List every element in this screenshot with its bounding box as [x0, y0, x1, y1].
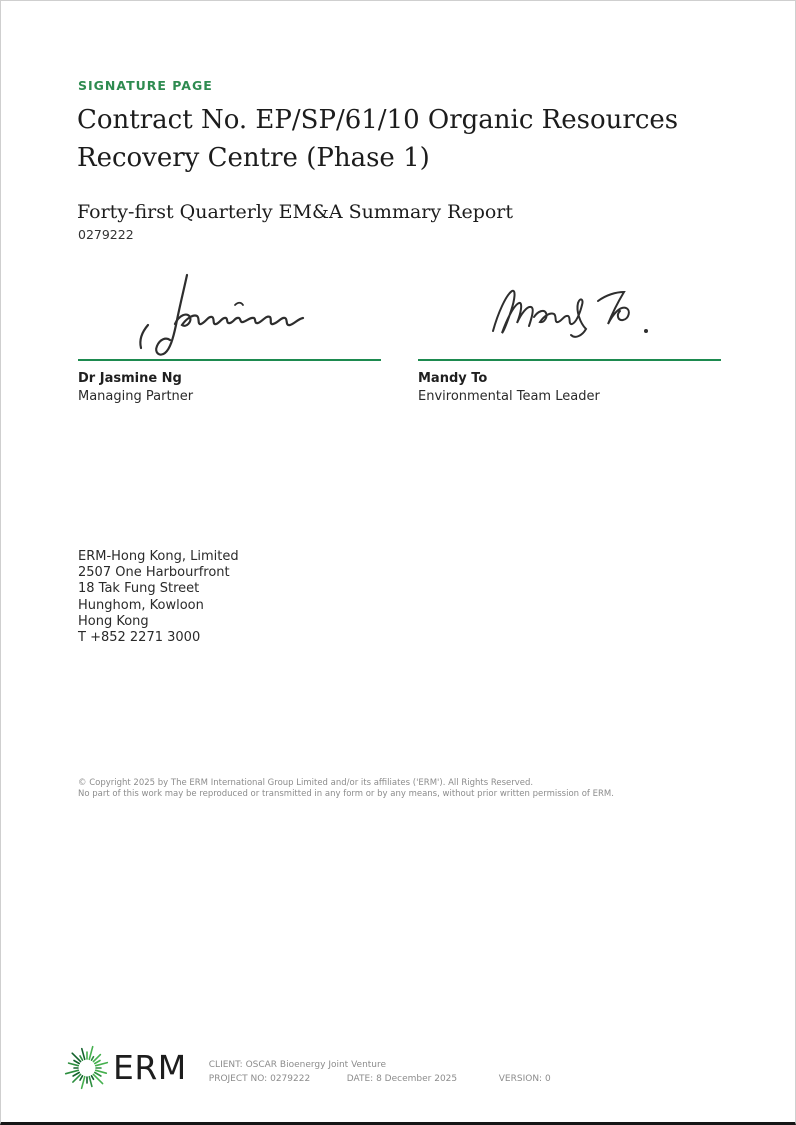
copyright-notice [78, 778, 614, 799]
footer-client-row [209, 1058, 551, 1072]
date-label: DATE: [346, 1074, 374, 1084]
signature-block-right [418, 269, 721, 404]
erm-logo [64, 1045, 187, 1091]
date-value: 8 December 2025 [376, 1074, 458, 1084]
signature-blocks [78, 269, 721, 404]
document-title-line2: Recovery Centre (Phase 1) [77, 143, 430, 173]
address-line: 18 Tak Fung Street [78, 581, 200, 597]
jasmine-signature-image [78, 269, 381, 357]
version-item [499, 1072, 551, 1086]
address-line: ERM-Hong Kong, Limited [78, 549, 239, 564]
copyright-line2: No part of this work may be reproduced or transmitted in any form or by any means, without prior written permission of ERM. [78, 788, 614, 799]
signature-line-right [418, 359, 721, 361]
page-footer [64, 1045, 735, 1091]
erm-logo-burst-icon [64, 1045, 110, 1091]
signature-page-label: SIGNATURE PAGE [78, 78, 213, 93]
signatory-name: Dr Jasmine Ng [78, 371, 182, 386]
date-item [347, 1072, 499, 1086]
project-number-item [209, 1072, 347, 1086]
document-title [77, 101, 678, 177]
signatory-role: Managing Partner [78, 389, 194, 404]
project-label: PROJECT NO: [208, 1074, 268, 1084]
signatory-name: Mandy To [418, 371, 488, 386]
version-label: VERSION: [498, 1074, 543, 1084]
signature-line-left [78, 359, 381, 361]
project-value: 0279222 [270, 1074, 311, 1084]
copyright-line1: © Copyright 2025 by The ERM International Group Limited and/or its affiliates ('ERM'). All Rights Reserved. [78, 778, 534, 788]
signature-block-left [78, 269, 381, 404]
address-line: T +852 2271 3000 [78, 630, 201, 646]
project-number: 0279222 [78, 227, 134, 242]
mandy-signature-image [418, 269, 721, 357]
erm-logo-wordmark: ERM [113, 1048, 187, 1087]
client-value: OSCAR Bioenergy Joint Venture [245, 1060, 387, 1070]
client-label: CLIENT: [208, 1060, 243, 1070]
version-value: 0 [544, 1074, 551, 1084]
address-line: 2507 One Harbourfront [78, 565, 230, 581]
document-title-line1: Contract No. EP/SP/61/10 Organic Resources [77, 105, 679, 135]
address-line: Hong Kong [78, 613, 149, 629]
footer-metadata [209, 1050, 551, 1086]
report-subtitle: Forty-first Quarterly EM&A Summary Report [77, 201, 514, 223]
signatory-role: Environmental Team Leader [418, 389, 600, 404]
company-address [78, 549, 239, 646]
footer-project-row [209, 1072, 551, 1086]
address-line: Hunghom, Kowloon [78, 597, 204, 613]
